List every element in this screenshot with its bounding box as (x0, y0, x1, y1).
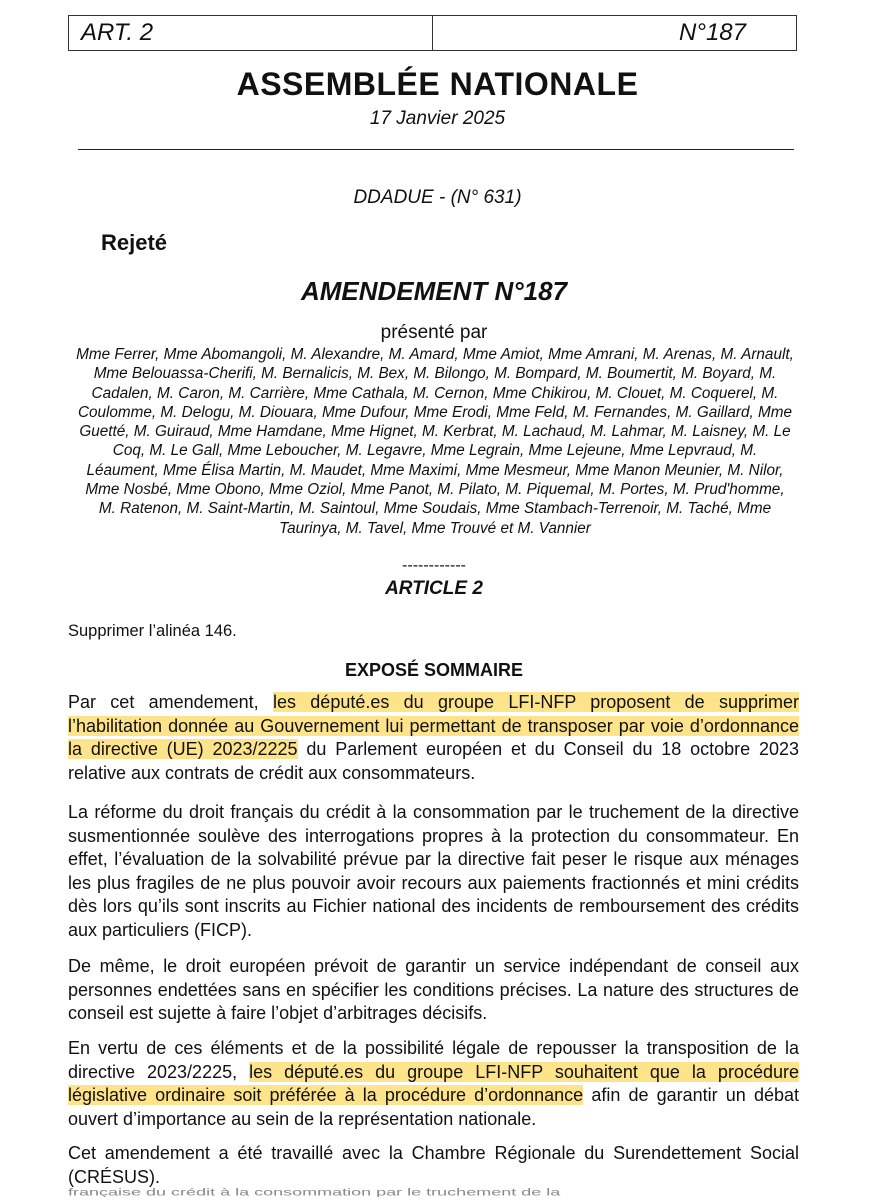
paragraph-4 (68, 1037, 799, 1131)
highlighted-text-2: les député.es du groupe LFI-NFP souhaitent que la procédure législative ordinaire soit préférée à la procédure d’ordonnance (68, 1061, 799, 1105)
amendment-title: AMENDEMENT N°187 (300, 276, 568, 306)
highlighted-text-1: les député.es du groupe LFI-NFP proposent de supprimer l’habilitation donnée au Gouvernement lui permettant de transposer par voie d’ordonnance la directive (UE) 2023/2225 (68, 692, 799, 759)
paragraph-2: La réforme du droit français du crédit à la consommation par le truchement de la directive susmentionnée soulève des interrogations propres à la protection du consommateur. En effet, l’évaluation de la solvabilité prévue par la directive fait peser le risque aux ménages les plus fragiles de ne plus pouvoir avoir recours aux paiements fractionnés et mini crédits dès lors qu’ils sont inscrits au Fichier national des incidents de remboursement des crédits aux particuliers (FICP). (68, 802, 799, 940)
paragraph-3: De même, le droit européen prévoit de garantir un service indépendant de conseil aux personnes endettées sans en spécifier les conditions précises. La nature des structures de conseil est sujette à faire l’objet d’arbitrages décisifs. (68, 956, 799, 1023)
paragraph-1-intro: Par cet amendement, (68, 692, 273, 712)
next-page-bleed-text: française du crédit à la consommation par le truchement de la (68, 1186, 561, 1197)
separator: ------------ (402, 557, 466, 574)
paragraph-5: Cet amendement a été travaillé avec la Chambre Régionale du Surendettement Social (CRÉSUS). (68, 1143, 799, 1187)
assembly-title: ASSEMBLÉE NATIONALE (236, 66, 639, 102)
presented-by: présenté par (380, 322, 488, 343)
status-label: Rejeté (101, 230, 168, 255)
paragraph-4-intro: En vertu de ces éléments et de la possibilité légale de repousser la transposition de la directive 2023/2225, (68, 1038, 799, 1082)
amendment-instruction: Supprimer l’alinéa 146. (68, 622, 237, 640)
article-reference: ART. 2 (69, 16, 433, 50)
horizontal-rule (78, 149, 794, 150)
paragraph-1 (68, 691, 799, 785)
paragraph-1-rest: du Parlement européen et du Conseil du 18 octobre 2023 relative aux contrats de crédit aux consommateurs. (68, 739, 799, 783)
article-heading: ARTICLE 2 (385, 578, 483, 599)
dossier-reference: DDADUE - (N° 631) (353, 187, 522, 208)
document-date: 17 Janvier 2025 (369, 108, 506, 129)
expose-title: EXPOSÉ SOMMAIRE (344, 660, 524, 680)
amendment-number: N°187 (679, 19, 746, 46)
header-box (68, 15, 797, 51)
paragraph-4-rest: afin de garantir un débat ouvert d’importance au sein de la représentation nationale. (68, 1085, 799, 1129)
authors-list: Mme Ferrer, Mme Abomangoli, M. Alexandre, M. Amard, Mme Amiot, Mme Amrani, M. Arenas, M. Arnault, Mme Belouassa-Cherifi, M. Bernalicis, M. Bex, M. Bilongo, M. Bompard, M. Boumertit, M. Boyard, M. Cadalen, M. Caron, M. Carrière, Mme Cathala, M. Cernon, Mme Chikirou, M. Clouet, M. Coquerel, M. Coulomme, M. Delogu, M. Diouara, Mme Dufour, Mme Erodi, Mme Feld, M. Fernandes, M. Gaillard, Mme Guetté, M. Guiraud, Mme Hamdane, Mme Hignet, M. Kerbrat, M. Lachaud, M. Lahmar, M. Laisney, M. Le Coq, M. Le Gall, Mme Leboucher, M. Legavre, Mme Legrain, Mme Lejeune, Mme Lepvraud, M. Léaument, Mme Élisa Martin, M. Maudet, Mme Maximi, Mme Mesmeur, Mme Manon Meunier, M. Nilor, Mme Nosbé, Mme Obono, Mme Oziol, Mme Panot, M. Pilato, M. Piquemal, M. Portes, M. Prud'homme, M. Ratenon, M. Saint-Martin, M. Saintoul, Mme Soudais, Mme Stambach-Terrenoir, M. Taché, Mme Taurinya, M. Tavel, Mme Trouvé et M. Vannier (76, 346, 794, 537)
